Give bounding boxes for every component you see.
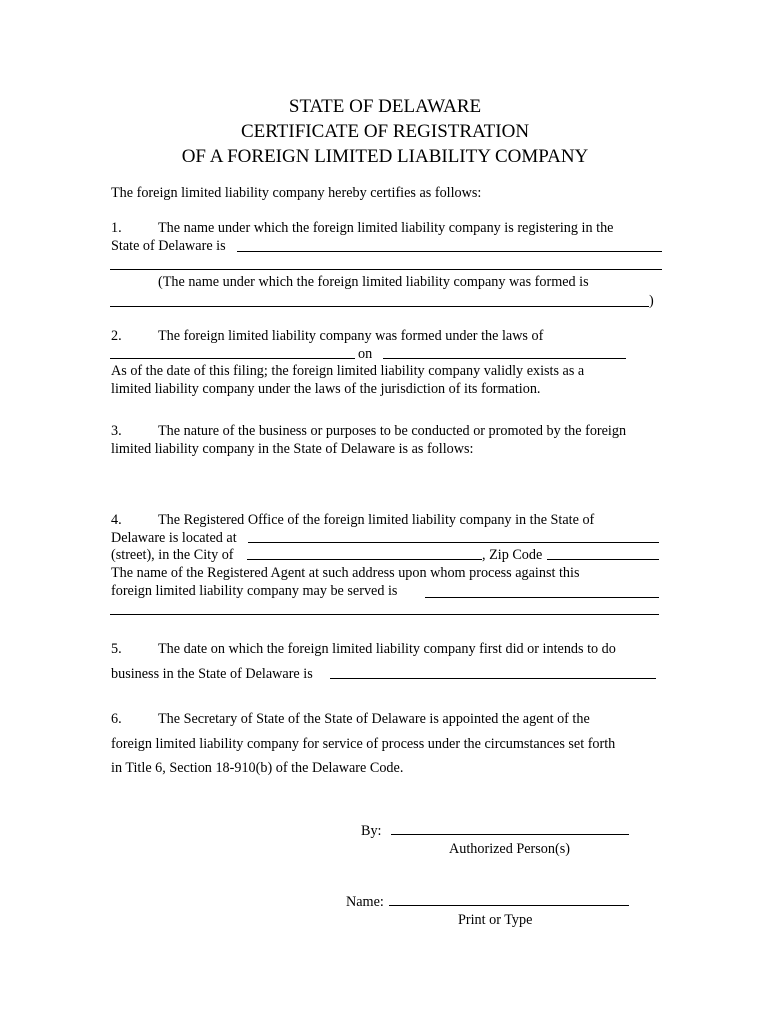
section-1-text-line-1: The name under which the foreign limited liability company is registering in the xyxy=(158,220,614,236)
section-2-text-line-1: The foreign limited liability company was formed under the laws of xyxy=(158,328,544,344)
intro-text: The foreign limited liability company hereby certifies as follows: xyxy=(111,185,482,201)
section-2-text-line-4: limited liability company under the laws of the jurisdiction of its formation. xyxy=(111,381,541,397)
on-label: on xyxy=(358,346,373,362)
name-label: Name: xyxy=(346,894,384,910)
section-2-number: 2. xyxy=(111,328,122,344)
registered-agent-field-line-2[interactable] xyxy=(110,614,659,615)
zip-code-label: , Zip Code xyxy=(482,547,543,563)
registered-name-field-line-2[interactable] xyxy=(110,269,662,270)
section-4-text-line-5: foreign limited liability company may be served is xyxy=(111,583,398,599)
page-title-line-1: STATE OF DELAWARE xyxy=(288,96,482,117)
section-4-number: 4. xyxy=(111,512,122,528)
zip-code-field-line[interactable] xyxy=(547,559,659,560)
jurisdiction-field-line[interactable] xyxy=(110,358,355,359)
authorized-person-caption: Authorized Person(s) xyxy=(449,841,570,857)
formed-name-text: (The name under which the foreign limited liability company was formed is xyxy=(158,274,589,290)
section-5-number: 5. xyxy=(111,641,122,657)
section-3-text-line-1: The nature of the business or purposes to be conducted or promoted by the foreign xyxy=(158,423,627,439)
registered-agent-field-line-1[interactable] xyxy=(425,597,659,598)
section-4-text-line-4: The name of the Registered Agent at such address upon whom process against this xyxy=(111,565,580,581)
section-5-text-line-2: business in the State of Delaware is xyxy=(111,666,313,682)
business-start-date-field-line[interactable] xyxy=(330,678,656,679)
section-4-text-line-2: Delaware is located at xyxy=(111,530,237,546)
street-city-label: (street), in the City of xyxy=(111,547,234,563)
section-6-number: 6. xyxy=(111,711,122,727)
printed-name-field-line[interactable] xyxy=(389,905,629,906)
by-label: By: xyxy=(361,823,382,839)
formed-name-close-paren: ) xyxy=(649,293,654,309)
registered-name-field-line-1[interactable] xyxy=(237,251,662,252)
section-3-text-line-2: limited liability company in the State of Delaware is as follows: xyxy=(111,441,474,457)
section-1-number: 1. xyxy=(111,220,122,236)
section-4-text-line-1: The Registered Office of the foreign limited liability company in the State of xyxy=(158,512,595,528)
section-5-text-line-1: The date on which the foreign limited liability company first did or intends to do xyxy=(158,641,616,657)
section-2-text-line-3: As of the date of this filing; the foreign limited liability company validly exists as a xyxy=(111,363,585,379)
city-field-line[interactable] xyxy=(247,559,482,560)
section-6-text-line-3: in Title 6, Section 18-910(b) of the Delaware Code. xyxy=(111,760,404,776)
formation-date-field-line[interactable] xyxy=(383,358,626,359)
page-title-line-3: OF A FOREIGN LIMITED LIABILITY COMPANY xyxy=(181,146,589,167)
formed-name-field-line[interactable] xyxy=(110,306,649,307)
section-6-text-line-1: The Secretary of State of the State of Delaware is appointed the agent of the xyxy=(158,711,590,727)
section-3-number: 3. xyxy=(111,423,122,439)
signature-field-line[interactable] xyxy=(391,834,629,835)
page-title-line-2: CERTIFICATE OF REGISTRATION xyxy=(240,121,530,142)
print-or-type-caption: Print or Type xyxy=(458,912,533,928)
section-1-text-line-2: State of Delaware is xyxy=(111,238,226,254)
registered-office-street-field-line[interactable] xyxy=(248,542,659,543)
section-6-text-line-2: foreign limited liability company for service of process under the circumstances set forth xyxy=(111,736,616,752)
